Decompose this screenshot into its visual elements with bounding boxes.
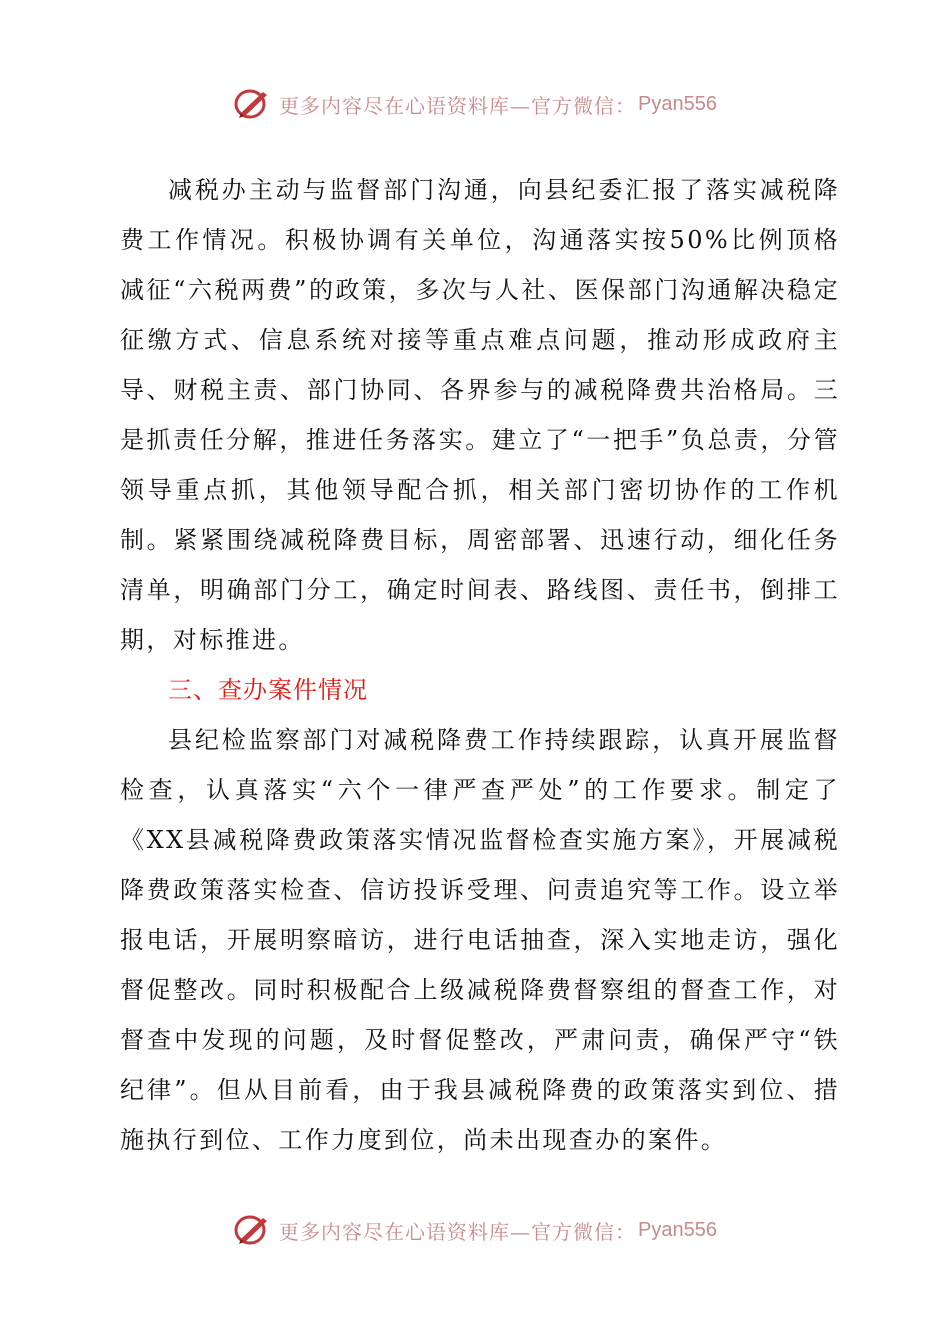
pen-logo-icon (233, 1212, 273, 1248)
document-body (120, 165, 840, 1165)
header-watermark (0, 84, 950, 124)
watermark-wechat-id: Pyan556 (638, 92, 717, 115)
watermark-wechat-id: Pyan556 (638, 1218, 717, 1241)
watermark-text: 更多内容尽在心语资料库—官方微信： (279, 93, 637, 118)
watermark-text: 更多内容尽在心语资料库—官方微信： (279, 1219, 637, 1244)
paragraph: 县纪检监察部门对减税降费工作持续跟踪，认真开展监督检查，认真落实“六个一律严查严处”的工作要求。制定了《XX县减税降费政策落实情况监督检查实施方案》，开展减税降费政策落实检查、信访投诉受理、问责追究等工作。设立举报电话，开展明察暗访，进行电话抽查，深入实地走访，强化督促整改。同时积极配合上级减税降费督察组的督查工作，对督查中发现的问题，及时督促整改，严肃问责，确保严守“铁纪律”。但从目前看，由于我县减税降费的政策落实到位、措施执行到位、工作力度到位，尚未出现查办的案件。 (120, 726, 840, 1154)
section-heading: 三、查办案件情况 (168, 676, 368, 704)
footer-watermark (0, 1210, 950, 1250)
pen-logo-icon (233, 86, 273, 122)
paragraph: 减税办主动与监督部门沟通，向县纪委汇报了落实减税降费工作情况。积极协调有关单位，沟通落实按50%比例顶格减征“六税两费”的政策，多次与人社、医保部门沟通解决稳定征缴方式、信息系统对接等重点难点问题，推动形成政府主导、财税主责、部门协同、各界参与的减税降费共治格局。三是抓责任分解，推进任务落实。建立了“一把手”负总责，分管领导重点抓，其他领导配合抓，相关部门密切协作的工作机制。紧紧围绕减税降费目标，周密部署、迅速行动，细化任务清单，明确部门分工，确定时间表、路线图、责任书，倒排工期，对标推进。 (120, 176, 840, 654)
